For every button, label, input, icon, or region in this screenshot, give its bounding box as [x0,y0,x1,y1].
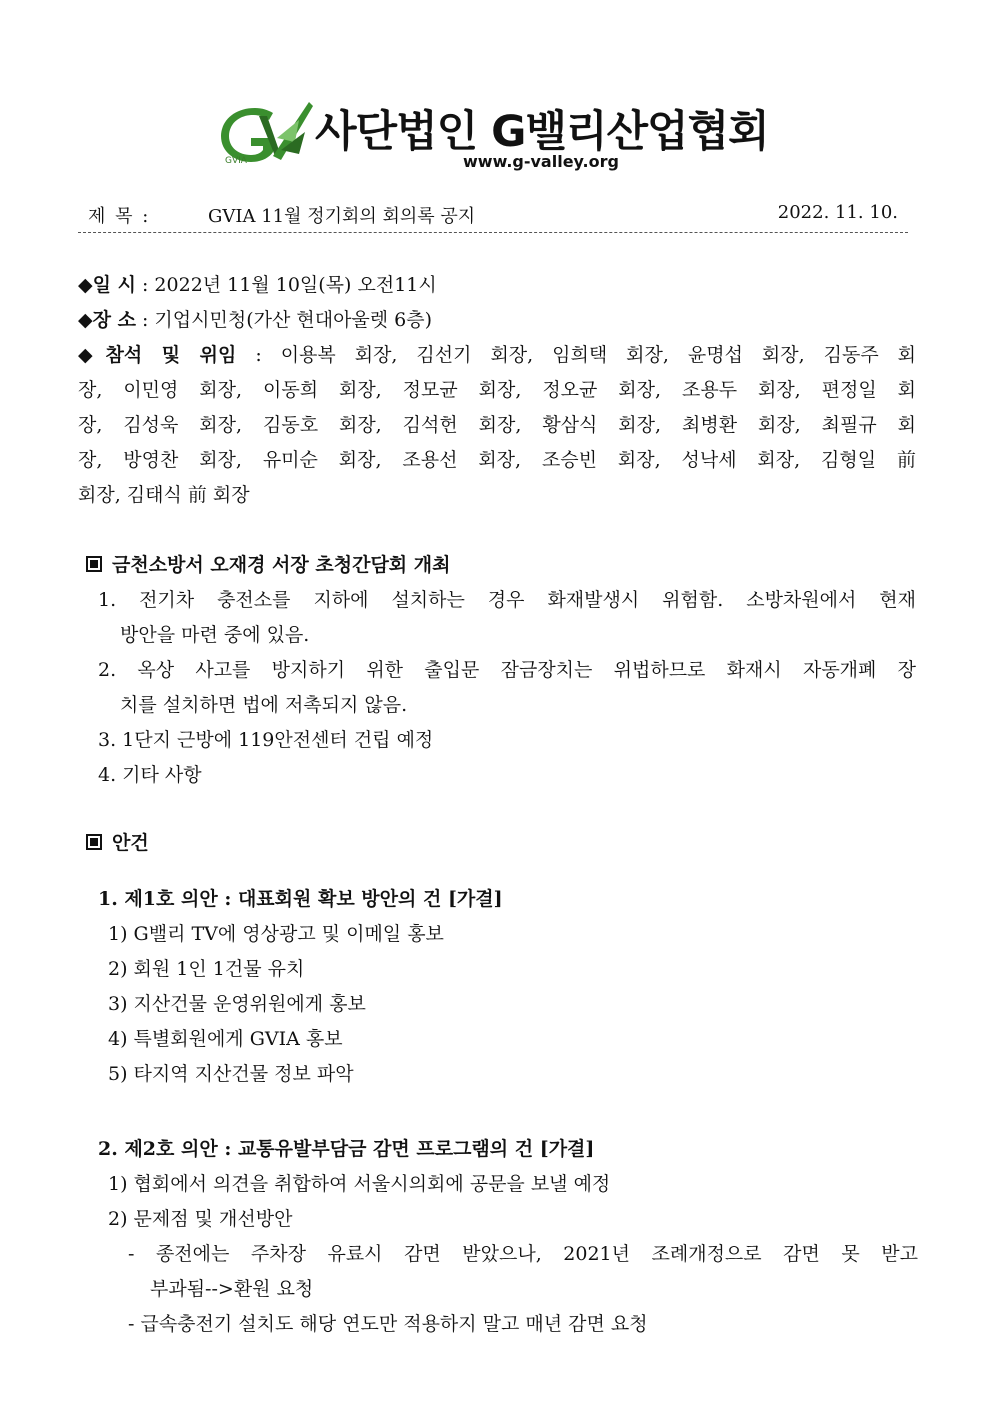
agenda2-item: - 급속충전기 설치도 해당 연도만 적용하지 말고 매년 감면 요청 [128,1313,648,1335]
attendees-label: ◆참석 및 위임 [78,344,237,366]
section2-heading [86,828,149,855]
section1-item: 3. 1단지 근방에 119안전센터 건립 예정 [98,729,434,751]
section1-title: 금천소방서 오재경 서장 초청간담회 개최 [112,554,451,576]
meeting-date-label: ◆일 시 [78,274,136,296]
agenda1-item: 2) 회원 1인 1건물 유치 [108,958,305,980]
section1-item: 2. 옥상 사고를 방지하기 위한 출입문 잠금장치는 위법하므로 화재시 자동개폐 장 [98,659,916,681]
agenda1-item: 5) 타지역 지산건물 정보 파악 [108,1063,354,1085]
section1-item: 4. 기타 사항 [98,764,202,786]
square-bullet-icon [86,556,102,572]
section2-title: 안건 [112,832,149,854]
organization-name: 사단법인 G밸리산업협회 [315,107,769,157]
logo-small-text: GVIA [225,156,247,166]
meeting-place-label: ◆장 소 [78,309,136,331]
meeting-place-line [78,305,432,332]
section1-heading [86,550,450,577]
section1-item: 치를 설치하면 법에 저촉되지 않음. [120,694,408,716]
meeting-place-value: : 기업시민청(가산 현대아울렛 6층) [141,309,433,331]
agenda2-item: - 종전에는 주차장 유료시 감면 받았으나, 2021년 조례개정으로 감면 못 받고 [128,1243,918,1265]
document-date: 2022. 11. 10. [777,202,898,223]
org-logo [215,98,775,178]
agenda1-title: 1. 제1호 의안 : 대표회원 확보 방안의 건 [가결] [98,888,503,910]
agenda1-item: 4) 특별회원에게 GVIA 홍보 [108,1028,343,1050]
attendees-line-2: 장, 이민영 회장, 이동희 회장, 정모균 회장, 정오균 회장, 조용두 회장, 편정일 회 [78,379,916,401]
square-bullet-icon [86,834,102,850]
agenda2-title: 2. 제2호 의안 : 교통유발부담금 감면 프로그램의 건 [가결] [98,1138,595,1160]
agenda2-item: 2) 문제점 및 개선방안 [108,1208,293,1230]
title-row [78,200,908,233]
attendees-line-5: 회장, 김태식 前 회장 [78,484,250,506]
section1-item: 1. 전기차 충전소를 지하에 설치하는 경우 화재발생시 위험함. 소방차원에서 현재 [98,589,916,611]
organization-url: www.g-valley.org [463,152,619,171]
attendees-line-3: 장, 김성욱 회장, 김동호 회장, 김석헌 회장, 황삼식 회장, 최병환 회장, 최필규 회 [78,414,916,436]
section1-item: 방안을 마련 중에 있음. [120,624,310,646]
document-subject: GVIA 11월 정기회의 회의록 공지 [208,206,476,227]
agenda2-item: 1) 협회에서 의견을 취합하여 서울시의회에 공문을 보낼 예정 [108,1173,611,1195]
agenda1-item: 3) 지산건물 운영위원에게 홍보 [108,993,366,1015]
agenda2-item: 부과됨-->환원 요청 [150,1278,314,1300]
meeting-date-value: : 2022년 11월 10일(목) 오전11시 [141,274,437,296]
attendees-line-4: 장, 방영찬 회장, 유미순 회장, 조용선 회장, 조승빈 회장, 성낙세 회장, 김형일 前 [78,449,916,471]
attendees-text: : 이용복 회장, 김선기 회장, 임희택 회장, 윤명섭 회장, 김동주 회 [255,344,916,366]
title-label: 제 목 : [88,206,151,227]
attendees-line-1 [78,340,916,367]
meeting-date-line [78,270,437,297]
agenda1-item: 1) G밸리 TV에 영상광고 및 이메일 홍보 [108,923,444,945]
